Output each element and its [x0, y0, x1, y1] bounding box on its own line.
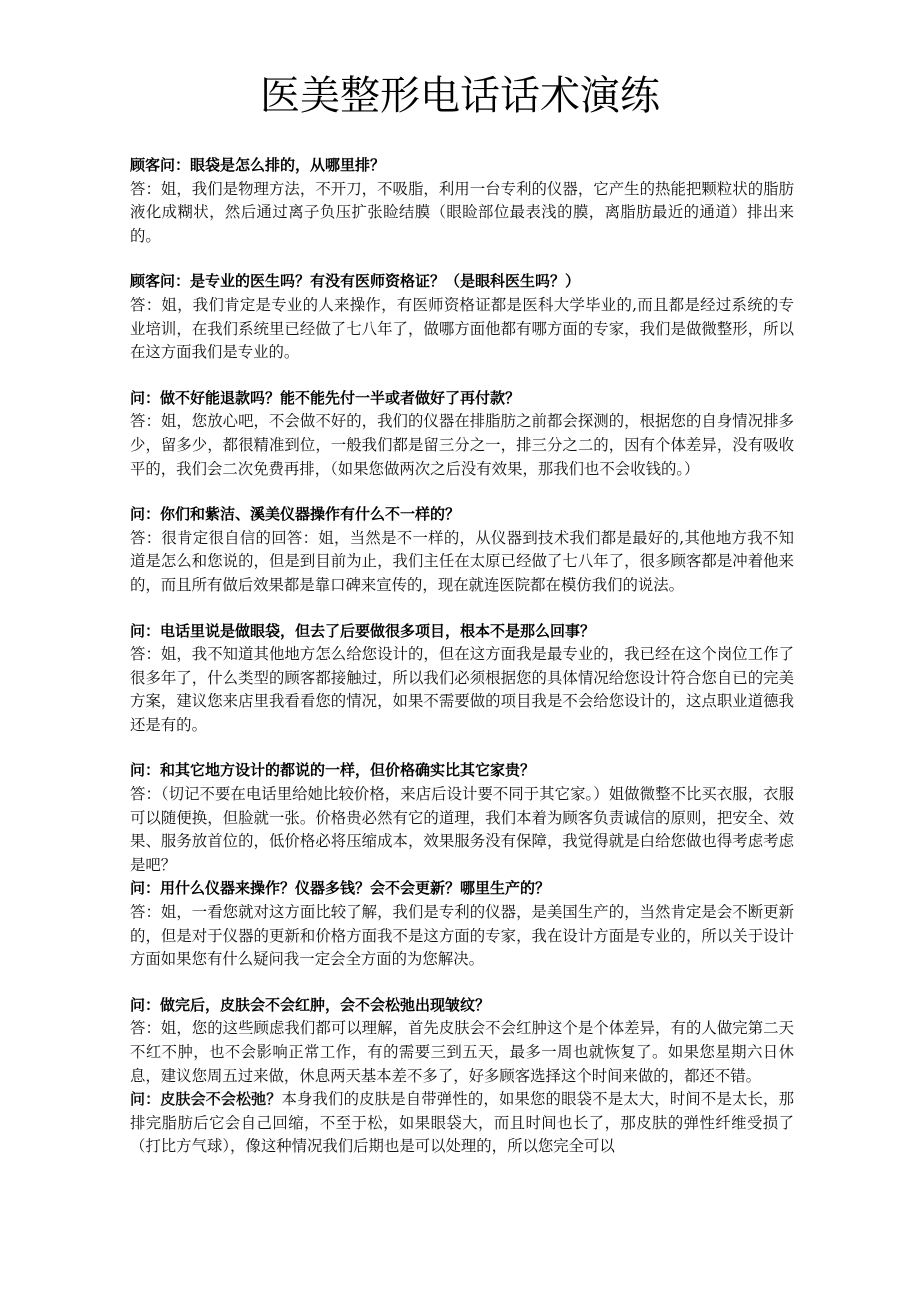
question-text: 顾客问：眼袋是怎么排的，从哪里排？	[130, 156, 386, 174]
answer-text: 答：姐，您的这些顾虑我们都可以理解，首先皮肤会不会红肿这个是个体差异，有的人做完第二天不红不肿，也不会影响正常工作，有的需要三到五天，最多一周也就恢复了。如果您星期六日休息，建议您周五过来做，休息两天基本差不多了，好多顾客选择这个时间来做的，都还不错。	[130, 1019, 794, 1085]
question-text: 问：用什么仪器来操作？仪器多钱？会不会更新？哪里生产的？	[130, 879, 551, 898]
question-text: 顾客问：是专业的医生吗？有没有医师资格证？（是眼科医生吗？）	[130, 272, 581, 291]
page-title: 医美整形电话话术演练	[260, 73, 660, 119]
answer-text: 答：姐，一看您就对这方面比较了解，我们是专利的仪器，是美国生产的，当然肯定是会不断更新的，但是对于仪器的更新和价格方面我不是这方面的专家，我在设计方面是专业的，所以关于设计方面如果您有什么疑问我一定会全方面的为您解决。	[130, 903, 794, 969]
question-text: 问：做不好能退款吗？能不能先付一半或者做好了再付款？	[130, 388, 521, 407]
answer-text: 答：姐，您放心吧，不会做不好的，我们的仪器在排脂肪之前都会探测的，根据您的自身情况排多少，留多少，都很精准到位，一般我们都是留三分之一，排三分之二的，因有个体差异，没有吸收平的，我们会二次免费再排，（如果您做两次之后没有效果，那我们也不会收钱的。）	[130, 412, 794, 478]
answer-text: 本身我们的皮肤是自带弹性的，如果您的眼袋不是太大，时间不是太长，那排完脂肪后它会自己回缩，不至于松，如果眼袋大，而且时间也长了，那皮肤的弹性纤维受损了（打比方气球），像这种情况我们后期也是可以处理的，所以您完全可以	[130, 1090, 794, 1156]
qa-block	[130, 154, 794, 248]
question-text: 问：你们和紫洁、溪美仪器操作有什么不一样的？	[130, 505, 461, 524]
answer-text: 答：（切记不要在电话里给她比较价格，来店后设计要不同于其它家。）姐做微整不比买衣服，衣服可以随便换，但脸就一张。价格贵必然有它的道理，我们本着为顾客负责诚信的原则，把安全、效果、服务放首位的，低价格必将压缩成本，效果服务没有保障，我觉得就是白给您做也得考虑考虑是吧？	[130, 785, 794, 874]
answer-text: 答：姐，我不知道其他地方怎么给您设计的，但在这方面我是最专业的，我已经在这个岗位工作了很多年了，什么类型的顾客都接触过，所以我们必须根据您的具体情况给您设计符合您自已的完美方案，建议您来店里我看看您的情况，如果不需要做的项目我是不会给您设计的，这点职业道德我还是有的。	[130, 645, 794, 734]
question-text: 问：和其它地方设计的都说的一样，但价格确实比其它家贵？	[130, 761, 536, 780]
answer-text: 答：姐，我们是物理方法，不开刀，不吸脂，利用一台专利的仪器，它产生的热能把颗粒状的脂肪液化成糊状，然后通过离子负压扩张睑结膜（眼睑部位最表浅的膜，离脂肪最近的通道）排出来的。	[130, 179, 794, 245]
qa-block	[130, 387, 794, 481]
question-text: 问：电话里说是做眼袋，但去了后要做很多项目，根本不是那么回事？	[130, 621, 596, 640]
question-text: 问：做完后，皮肤会不会红肿，会不会松弛出现皱纹？	[130, 995, 491, 1014]
answer-text: 答：很肯定很自信的回答：姐，当然是不一样的，从仪器到技术我们都是最好的,其他地方我不知道是怎么和您说的，但是到目前为止，我们主任在太原已经做了七八年了，很多顾客都是冲着他来的，而且所有做后效果都是靠口碑来宣传的，现在就连医院都在模仿我们的说法。	[130, 528, 794, 594]
qa-block	[130, 759, 794, 877]
qa-block	[130, 877, 794, 971]
qa-block	[130, 1088, 794, 1159]
question-text: 问：皮肤会不会松弛？	[130, 1090, 282, 1109]
answer-text: 答：姐，我们肯定是专业的人来操作，有医师资格证都是医科大学毕业的,而且都是经过系统的专业培训，在我们系统里已经做了七八年了，做哪方面他都有哪方面的专家，我们是做微整形，所以在这方面我们是专业的。	[130, 295, 794, 362]
qa-block	[130, 620, 794, 738]
qa-block	[130, 270, 794, 364]
document-body	[130, 154, 794, 1159]
qa-block	[130, 994, 794, 1088]
qa-inline-paragraph	[130, 1088, 794, 1159]
qa-block	[130, 503, 794, 597]
